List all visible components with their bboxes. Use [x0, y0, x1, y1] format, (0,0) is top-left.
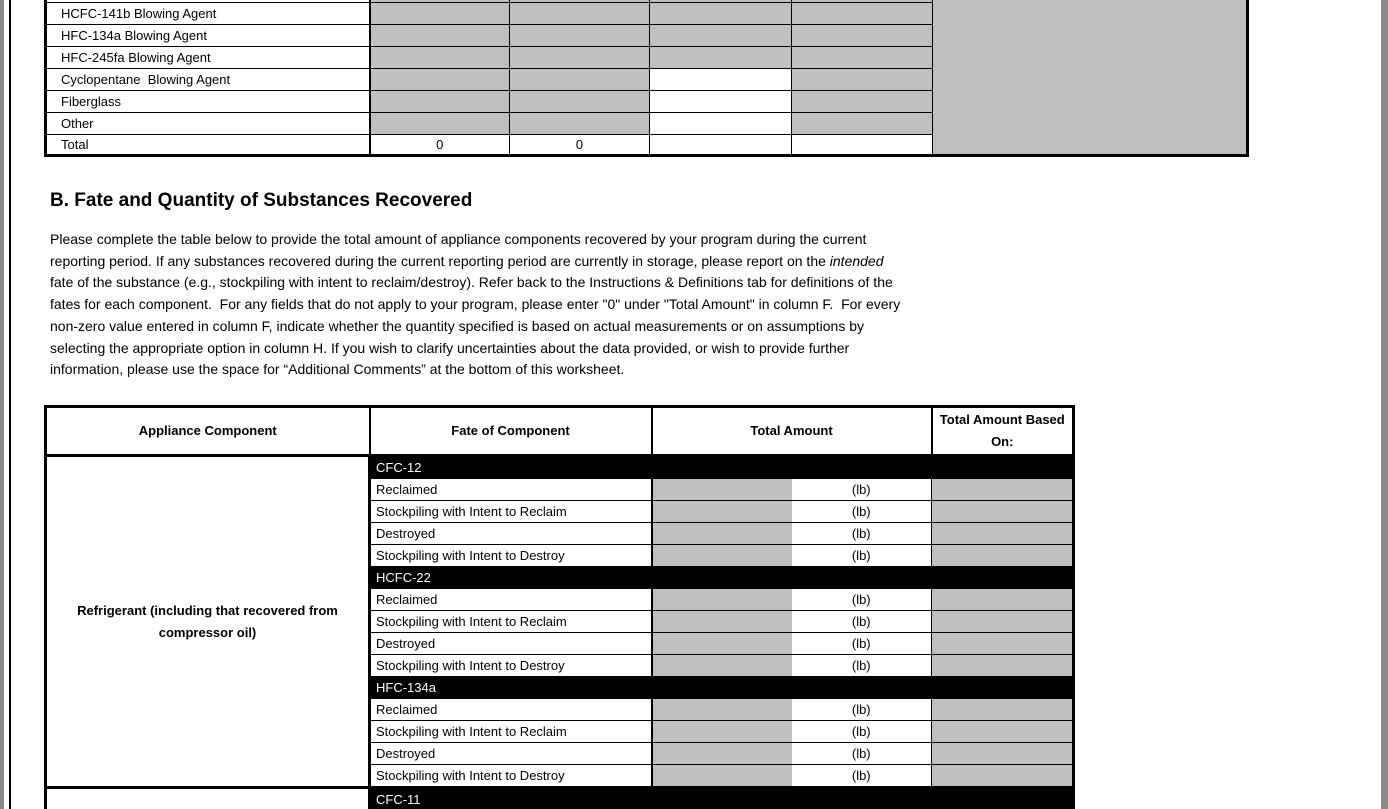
row-label: Cyclopentane Blowing Agent: [46, 69, 370, 91]
intro-line: Please complete the table below to provide the total amount of appliance components recovered by your program during the current: [50, 231, 867, 247]
fate-label: Destroyed: [370, 523, 652, 545]
amount-input-cell[interactable]: [652, 633, 792, 655]
fate-label: Reclaimed: [370, 479, 652, 501]
input-cell[interactable]: [792, 25, 933, 47]
blank-cell: [650, 135, 792, 156]
intro-line: fate of the substance (e.g., stockpiling with intent to reclaim/destroy). Refer back to the Instructions & Definitions tab for definitions of the: [50, 274, 893, 291]
column-header-amount: Total Amount: [652, 407, 932, 456]
unit-label: (lb): [792, 479, 932, 501]
input-cell[interactable]: [510, 113, 650, 135]
input-cell[interactable]: [370, 25, 510, 47]
screen-edge-left: [0, 0, 4, 809]
amount-input-cell[interactable]: [652, 765, 792, 788]
column-header-component: Appliance Component: [46, 407, 370, 456]
input-cell[interactable]: [650, 3, 792, 25]
fate-label: Reclaimed: [370, 589, 652, 611]
substance-header: HCFC-22: [370, 567, 1074, 589]
blank-cell: [650, 91, 792, 113]
based-on-input-cell[interactable]: [932, 743, 1074, 765]
component-label: [46, 788, 370, 809]
substance-header: HFC-134a: [370, 677, 1074, 699]
input-cell[interactable]: [370, 3, 510, 25]
unit-label: (lb): [792, 655, 932, 677]
substance-header: CFC-12: [370, 456, 1074, 479]
amount-input-cell[interactable]: [652, 545, 792, 567]
blowing-agent-table: [44, 0, 1249, 157]
input-cell[interactable]: [510, 69, 650, 91]
input-cell[interactable]: [650, 25, 792, 47]
based-on-input-cell[interactable]: [932, 479, 1074, 501]
column-header-fate: Fate of Component: [370, 407, 652, 456]
intro-paragraph: [50, 229, 900, 381]
unit-label: (lb): [792, 699, 932, 721]
total-value: 0: [510, 135, 650, 156]
based-on-input-cell[interactable]: [932, 765, 1074, 788]
input-cell[interactable]: [370, 91, 510, 113]
merged-shaded-cell: [933, 0, 1248, 156]
fate-label: Stockpiling with Intent to Destroy: [370, 655, 652, 677]
unit-label: (lb): [792, 589, 932, 611]
fate-quantity-table: [44, 405, 1075, 809]
header-row: [46, 407, 1074, 456]
intro-line: reporting period. If any substances recovered during the current reporting period are currently in storage, please report on the intended: [50, 252, 884, 269]
row-label: HFC-134a Blowing Agent: [46, 25, 370, 47]
fate-label: Stockpiling with Intent to Reclaim: [370, 721, 652, 743]
based-on-input-cell[interactable]: [932, 501, 1074, 523]
substance-header-row: [46, 788, 1074, 809]
input-cell[interactable]: [370, 47, 510, 69]
row-label: HFC-245fa Blowing Agent: [46, 47, 370, 69]
based-on-input-cell[interactable]: [932, 633, 1074, 655]
fate-label: Reclaimed: [370, 699, 652, 721]
row-label: Total: [46, 135, 370, 156]
input-cell[interactable]: [792, 91, 933, 113]
amount-input-cell[interactable]: [652, 523, 792, 545]
input-cell[interactable]: [510, 91, 650, 113]
fate-label: Stockpiling with Intent to Reclaim: [370, 501, 652, 523]
based-on-input-cell[interactable]: [932, 589, 1074, 611]
unit-label: (lb): [792, 721, 932, 743]
row-label: HCFC-141b Blowing Agent: [46, 3, 370, 25]
intro-line: selecting the appropriate option in column H. If you wish to clarify uncertainties about the data provided, or wish to provide further: [50, 339, 850, 356]
screen-edge-right: [1381, 0, 1388, 809]
input-cell[interactable]: [792, 113, 933, 135]
input-cell[interactable]: [510, 47, 650, 69]
unit-label: (lb): [792, 523, 932, 545]
substance-header-row: [46, 456, 1074, 479]
based-on-input-cell[interactable]: [932, 721, 1074, 743]
amount-input-cell[interactable]: [652, 611, 792, 633]
fate-label: Destroyed: [370, 633, 652, 655]
input-cell[interactable]: [370, 69, 510, 91]
amount-input-cell[interactable]: [652, 721, 792, 743]
amount-input-cell[interactable]: [652, 589, 792, 611]
section-heading: B. Fate and Quantity of Substances Recovered: [50, 190, 473, 211]
based-on-input-cell[interactable]: [932, 611, 1074, 633]
amount-input-cell[interactable]: [652, 479, 792, 501]
total-value: 0: [370, 135, 510, 156]
fate-label: Stockpiling with Intent to Destroy: [370, 765, 652, 788]
input-cell[interactable]: [792, 3, 933, 25]
amount-input-cell[interactable]: [652, 655, 792, 677]
input-cell[interactable]: [510, 3, 650, 25]
based-on-input-cell[interactable]: [932, 655, 1074, 677]
intro-line: non-zero value entered in column F, indicate whether the quantity specified is based on actual measurements or on assumptions by: [50, 317, 865, 334]
component-label: Refrigerant (including that recovered from compressor oil): [46, 456, 370, 788]
unit-label: (lb): [792, 611, 932, 633]
substance-header: CFC-11: [370, 788, 1074, 809]
page-boundary-line: [9, 0, 11, 809]
intro-line: information, please use the space for “Additional Comments” at the bottom of this worksheet.: [50, 361, 625, 378]
based-on-input-cell[interactable]: [932, 545, 1074, 567]
based-on-input-cell[interactable]: [932, 699, 1074, 721]
fate-label: Destroyed: [370, 743, 652, 765]
input-cell[interactable]: [650, 47, 792, 69]
amount-input-cell[interactable]: [652, 699, 792, 721]
blank-cell: [650, 69, 792, 91]
fate-label: Stockpiling with Intent to Destroy: [370, 545, 652, 567]
blank-cell: [792, 135, 933, 156]
unit-label: (lb): [792, 765, 932, 788]
input-cell[interactable]: [792, 47, 933, 69]
column-header-based-on: Total Amount Based On:: [932, 407, 1074, 456]
amount-input-cell[interactable]: [652, 501, 792, 523]
unit-label: (lb): [792, 633, 932, 655]
unit-label: (lb): [792, 743, 932, 765]
intro-line: fates for each component. For any fields that do not apply to your program, please enter "0" under "Total Amount" in column F. For every: [50, 296, 901, 313]
input-cell[interactable]: [510, 25, 650, 47]
row-label: Fiberglass: [46, 91, 370, 113]
unit-label: (lb): [792, 545, 932, 567]
fate-label: Stockpiling with Intent to Reclaim: [370, 611, 652, 633]
input-cell[interactable]: [792, 69, 933, 91]
input-cell[interactable]: [370, 113, 510, 135]
blank-cell: [650, 113, 792, 135]
amount-input-cell[interactable]: [652, 743, 792, 765]
row-label: Other: [46, 113, 370, 135]
unit-label: (lb): [792, 501, 932, 523]
based-on-input-cell[interactable]: [932, 523, 1074, 545]
